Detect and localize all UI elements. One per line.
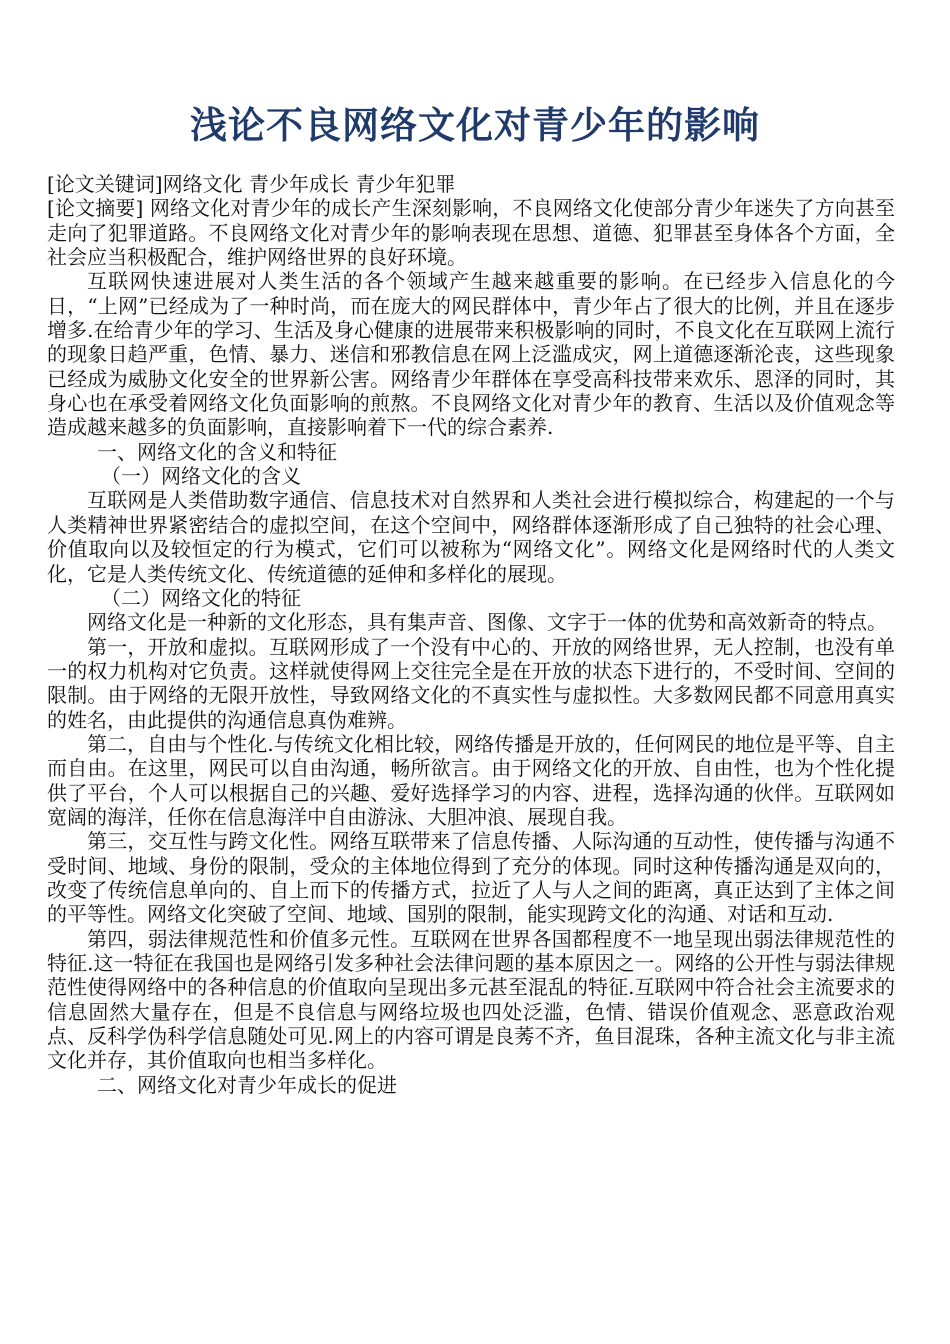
document-body: [47, 172, 895, 1097]
body-paragraph: 第二，自由与个性化.与传统文化相比较，网络传播是开放的，任何网民的地位是平等、自主而自由。在这里，网民可以自由沟通，畅所欲言。由于网络文化的开放、自由性，也为个性化提供了平台，个人可以根据自己的兴趣、爱好选择学习的内容、进程，选择沟通的伙伴。互联网如宽阔的海洋，任你在信息海洋中自由游泳、大胆冲浪、展现自我。: [47, 731, 895, 829]
body-paragraph: 网络文化是一种新的文化形态，具有集声音、图像、文字于一体的优势和高效新奇的特点。: [87, 610, 887, 635]
section-heading: 二、网络文化对青少年成长的促进: [97, 1072, 397, 1097]
body-paragraph: 第一，开放和虚拟。互联网形成了一个没有中心的、开放的网络世界，无人控制，也没有单一的权力机构对它负责。这样就使得网上交往完全是在开放的状态下进行的，不受时间、空间的限制。由于网络的无限开放性，导致网络文化的不真实性与虚拟性。大多数网民都不同意用真实的姓名，由此提供的沟通信息真伪难辨。: [47, 634, 895, 732]
body-paragraph: 第三，交互性与跨文化性。网络互联带来了信息传播、人际沟通的互动性，使传播与沟通不受时间、地域、身份的限制，受众的主体地位得到了充分的体现。同时这种传播沟通是双向的，改变了传统信息单向的、自上而下的传播方式，拉近了人与人之间的距离，真正达到了主体之间的平等性。网络文化突破了空间、地域、国别的限制，能实现跨文化的沟通、对话和互动.: [47, 829, 895, 927]
subsection-heading: （二）网络文化的特征: [101, 585, 301, 610]
body-paragraph: 第四，弱法律规范性和价值多元性。互联网在世界各国都程度不一地呈现出弱法律规范性的特征.这一特征在我国也是网络引发多种社会法律问题的基本原因之一。网络的公开性与弱法律规范性使得网络中的各种信息的价值取向呈现出多元甚至混乱的特征.互联网中符合社会主流要求的信息固然大量存在，但是不良信息与网络垃圾也四处泛滥，色情、错误价值观念、恶意政治观点、反科学伪科学信息随处可见.网上的内容可谓是良莠不齐，鱼目混珠，各种主流文化与非主流文化并存，其价值取向也相当多样化。: [47, 926, 895, 1073]
body-paragraph: 互联网是人类借助数字通信、信息技术对自然界和人类社会进行模拟综合，构建起的一个与人类精神世界紧密结合的虚拟空间，在这个空间中，网络群体逐渐形成了自己独特的社会心理、价值取向以及较恒定的行为模式，它们可以被称为“网络文化”。网络文化是网络时代的人类文化，它是人类传统文化、传统道德的延伸和多样化的展现。: [47, 488, 895, 586]
abstract-line: [论文摘要] 网络文化对青少年的成长产生深刻影响，不良网络文化使部分青少年迷失了方向甚至走向了犯罪道路。不良网络文化对青少年的影响表现在思想、道德、犯罪甚至身体各个方面，全社会应当积极配合，维护网络世界的良好环境。: [47, 196, 895, 270]
section-heading: 一、网络文化的含义和特征: [97, 439, 337, 464]
intro-paragraph: 互联网快速进展对人类生活的各个领域产生越来越重要的影响。在已经步入信息化的今日，“上网”已经成为了一种时尚，而在庞大的网民群体中，青少年占了很大的比例，并且在逐步增多.在给青少年的学习、生活及身心健康的进展带来积极影响的同时，不良文化在互联网上流行的现象日趋严重，色情、暴力、迷信和邪教信息在网上泛滥成灾，网上道德逐渐沦丧，这些现象已经成为威胁文化安全的世界新公害。网络青少年群体在享受高科技带来欢乐、恩泽的同时，其身心也在承受着网络文化负面影响的煎熬。不良网络文化对青少年的教育、生活以及价值观念等造成越来越多的负面影响，直接影响着下一代的综合素养.: [47, 269, 895, 440]
keywords-line: [论文关键词]网络文化 青少年成长 青少年犯罪: [47, 172, 456, 196]
subsection-heading: （一）网络文化的含义: [101, 464, 301, 489]
document-title: 浅论不良网络文化对青少年的影响: [190, 104, 760, 147]
